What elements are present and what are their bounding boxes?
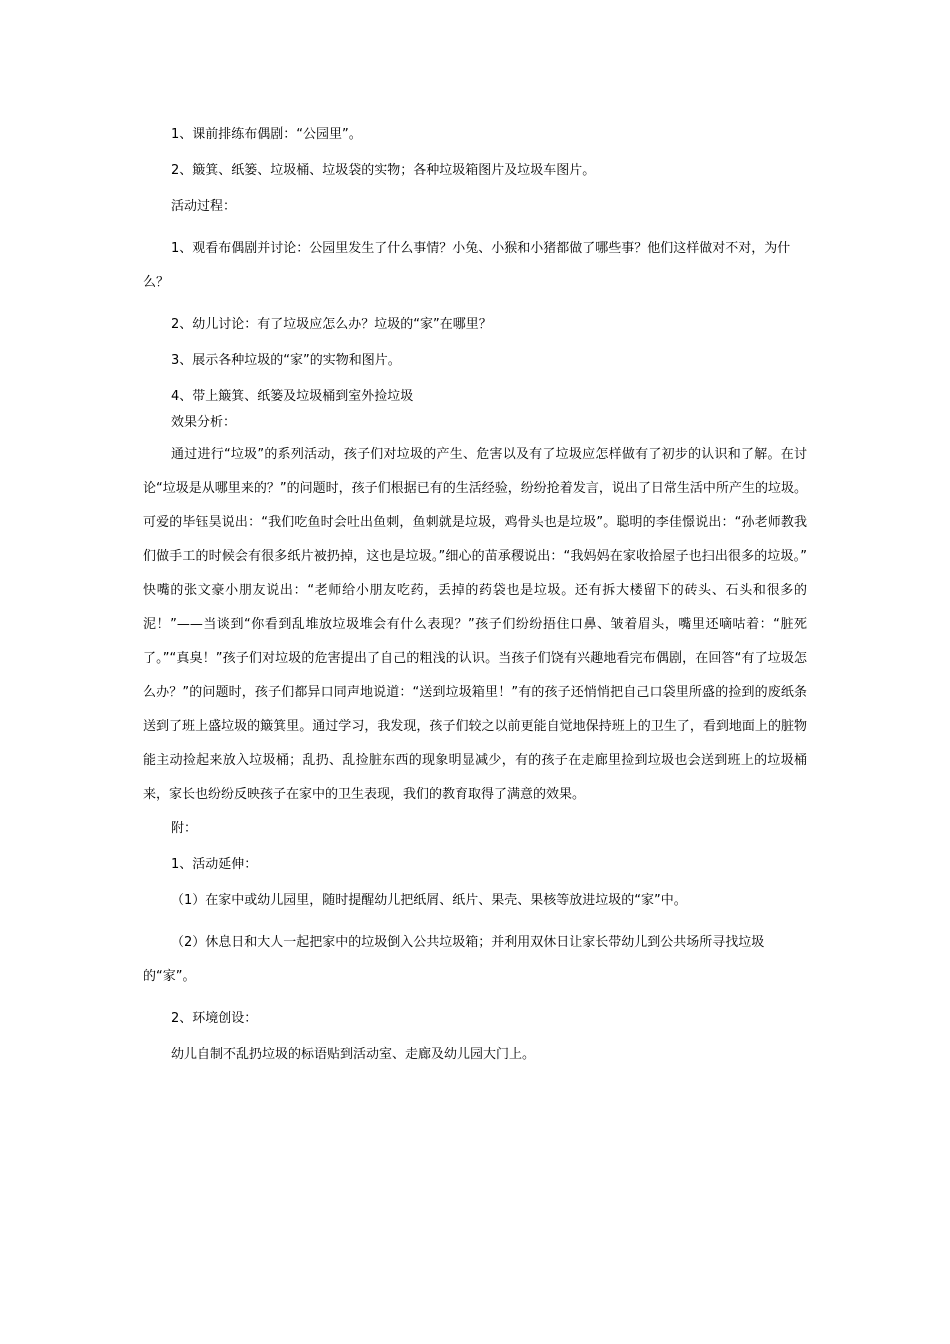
extension-item-2: （2）休息日和大人一起把家中的垃圾倒入公共垃圾箱；并利用双休日让家长带幼儿到公共场所寻找垃圾的“家”。 (143, 935, 765, 984)
process-step-1: 1、观看布偶剧并讨论：公园里发生了什么事情？小兔、小猴和小猪都做了哪些事？他们这样做对不对，为什么？ (143, 241, 791, 290)
process-step-2: 2、幼儿讨论：有了垃圾应怎么办？垃圾的“家”在哪里？ (171, 317, 492, 332)
environment-body: 幼儿自制不乱扔垃圾的标语贴到活动室、走廊及幼儿园大门上。 (171, 1047, 536, 1062)
process-step-4: 4、带上簸箕、纸篓及垃圾桶到室外捡垃圾 (171, 389, 414, 404)
analysis-body: 通过进行“垃圾”的系列活动，孩子们对垃圾的产生、危害以及有了垃圾应怎样做有了初步的认识和了解。在讨论“垃圾是从哪里来的？”的问题时，孩子们根据已有的生活经验，纷纷抢着发言，说出了日常生活中所产生的垃圾。可爱的毕钰昊说出：“我们吃鱼时会吐出鱼刺，鱼刺就是垃圾，鸡骨头也是垃圾”。聪明的李佳憬说出：“孙老师教我们做手工的时候会有很多纸片被扔掉，这也是垃圾。”细心的苗承稷说出：“我妈妈在家收拾屋子也扫出很多的垃圾。” 快嘴的张文豪小朋友说出：“老师给小朋友吃药，丢掉的药袋也是垃圾。还有拆大楼留下的砖头、石头和很多的泥！”——当谈到“你看到乱堆放垃圾堆会有什么表现？”孩子们纷纷捂住口鼻、皱着眉头，嘴里还嘀咕着：“脏死了。”“真臭！”孩子们对垃圾的危害提出了自己的粗浅的认识。当孩子们饶有兴趣地看完布偶剧，在回答“有了垃圾怎么办？”的问题时，孩子们都异口同声地说道：“送到垃圾箱里！”有的孩子还悄悄把自己口袋里所盛的捡到的废纸条送到了班上盛垃圾的簸箕里。通过学习，我发现，孩子们较之以前更能自觉地保持班上的卫生了，看到地面上的脏物能主动捡起来放入垃圾桶；乱扔、乱捡脏东西的现象明显减少，有的孩子在走廊里捡到垃圾也会送到班上的垃圾桶来，家长也纷纷反映孩子在家中的卫生表现，我们的教育取得了满意的效果。 (143, 447, 807, 802)
appendix-heading: 附： (171, 821, 198, 836)
prep-item-1: 1、课前排练布偶剧：“公园里”。 (171, 127, 362, 142)
document-page (143, 124, 807, 1080)
section-heading-analysis: 效果分析： (171, 415, 237, 430)
process-step-3: 3、展示各种垃圾的“家”的实物和图片。 (171, 353, 401, 368)
appendix-item-extension: 1、活动延伸： (171, 857, 258, 872)
section-heading-process: 活动过程： (171, 199, 237, 214)
extension-item-1: （1）在家中或幼儿园里，随时提醒幼儿把纸屑、纸片、果壳、果核等放进垃圾的“家”中。 (171, 893, 687, 908)
prep-item-2: 2、簸箕、纸篓、垃圾桶、垃圾袋的实物；各种垃圾箱图片及垃圾车图片。 (171, 163, 596, 178)
appendix-item-environment: 2、环境创设： (171, 1011, 258, 1026)
